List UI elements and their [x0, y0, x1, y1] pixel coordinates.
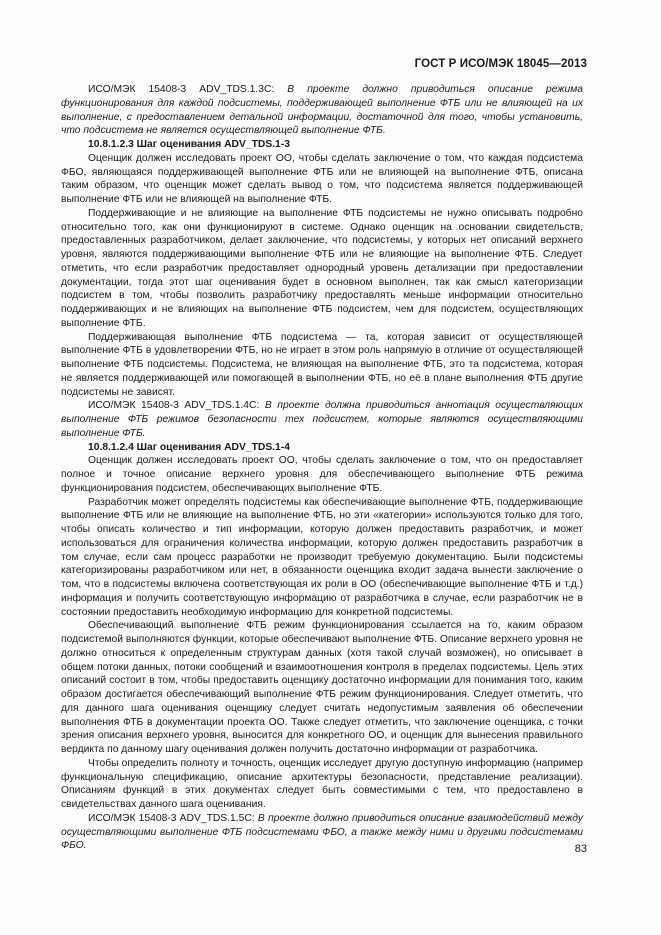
body-paragraph: Чтобы определить полноту и точность, оценщик исследует другую доступную информацию (например функциональную спецификацию, описание архитектуры безопасности, представление реализации). Описаниям функций в этих документах следует быть совместимыми с тем, что предоставлено в свидетельствах данного шага оценивания. — [61, 757, 583, 810]
body-paragraph: Разработчик может определять подсистемы как обеспечивающие выполнение ФТБ, поддерживающие выполнение ФТБ или не влияющие на выполнение ФТБ, но эти «категории» используются только для того, чтобы описать количество и тип информации, которую должен предоставить разработчик, и может использоваться для ограничения количества информации, которую должен предоставить разработчик в том случае, если сам процесс разработки не производит требуемую документацию. Были подсистемы категоризированы разработчиком или нет, в обязанности оценщика входит задача вынести заключение о том, что в подсистемы включена соответствующая их роли в ОО (обеспечивающие выполнение ФТБ и т.д.) информация и получить соответствующую информацию от разработчика в случае, если разработчик не в состоянии предоставить необходимую информацию для конкретной подсистемы. — [61, 496, 583, 618]
body-paragraph: Оценщик должен исследовать проект ОО, чтобы сделать заключение о том, что каждая подсистема ФБО, являющаяся поддерживающей выполнение ФТБ или не влияющей на выполнение ФТБ, описана таким образом, что оценщик может сделать вывод о том, что подсистема является поддерживающей выполнение ФТБ или не влияющей на выполнение ФТБ. — [61, 152, 583, 205]
body-paragraph: Поддерживающие и не влияющие на выполнение ФТБ подсистемы не нужно описывать подробно относительно того, как они функционируют в системе. Однако оценщик на основании свидетельств, предоставленных разработчиком, делает заключение, что подсистемы, у которых нет описаний верхнего уровня, являются поддерживающими выполнение ФТБ или не влияющие на выполнение ФТБ. Следует отметить, что если разработчик предоставляет однородный уровень детализации при предоставлении документации, тогда этот шаг оценивания будет в основном выполнен, так как смысл категоризации подсистем в том, чтобы позволить разработчику предоставлять меньше информации относительно поддерживающих и не влияющих на выполнение ФТБ подсистем, чем для подсистем, осуществляющих выполнение ФТБ. — [61, 207, 583, 329]
requirement-ref: ИСО/МЭК 15408-3 ADV_TDS.1.3С: — [88, 84, 288, 95]
body-paragraph: Поддерживающая выполнение ФТБ подсистема — та, которая зависит от осуществляющей выполнение ФТБ в удовлетворении ФТБ, но не играет в этом роль напрямую в отличие от осуществляющей выполнение ФТБ подсистемы. Подсистема, не влияющая на выполнение ФТБ, это та подсистема, которая не является поддерживающей или помогающей в выполнении ФТБ, но её в плане выполнения ФТБ другие подсистемы не зависят. — [61, 331, 583, 398]
body-paragraph: Обеспечивающий выполнение ФТБ режим функционирования ссылается на то, каким образом подсистемой выполняются функции, которые обеспечивают выполнение ФТБ. Описание верхнего уровня не должно относиться к определенным структурам данных (хотя такой случай возможен), но описывает в общем потоки данных, потоки сообщений и взаимоотношения контроля в пределах подсистемы. Цель этих описаний состоит в том, чтобы предоставить оценщику достаточно информации для понимания того, каким образом достигается обеспечивающий выполнение ФТБ режим функционирования. Следует отметить, что для данного шага оценивания оценщику следует считать недопустимым заявления об обеспечении выполнения ФТБ в документации проекта ОО. Также следует отметить, что заключение оценщика, с точки зрения описания верхнего уровня, выносится для конкретного ОО, и оценщик для вынесения правильного вердикта по данному шагу оценивания должен получить достаточно информации от разработчика. — [61, 620, 583, 755]
standard-header: ГОСТ Р ИСО/МЭК 18045—2013 — [414, 58, 587, 70]
requirement-paragraph — [61, 812, 583, 853]
requirement-paragraph — [61, 399, 583, 440]
document-body — [61, 83, 583, 853]
page-number: 83 — [574, 843, 587, 855]
requirement-paragraph — [61, 83, 583, 138]
section-heading: 10.8.1.2.3 Шаг оценивания ADV_TDS.1-3 — [88, 139, 290, 150]
requirement-text: В проекте должно приводиться описание взаимодействий между осуществляющими выполнение ФТБ подсистемами ФБО, а также между ними и другими подсистемами ФБО. — [61, 812, 584, 852]
body-paragraph: Оценщик должен исследовать проект ОО, чтобы сделать заключение о том, что он предоставляет полное и точное описание верхнего уровня для обеспечивающего выполнение ФТБ режима функционирования подсистем, обеспечивающих выполнение ФТБ. — [61, 455, 583, 494]
section-heading: 10.8.1.2.4 Шаг оценивания ADV_TDS.1-4 — [88, 441, 290, 453]
requirement-ref: ИСО/МЭК 15408-3 ADV_TDS.1.5С: — [88, 812, 258, 824]
requirement-text: В проекте должно приводиться описание режима функционирования для каждой подсистемы, поддерживающей выполнение ФТБ или не влияющей на их выполнение, с предоставлением детальной информации, достаточной для того, чтобы установить, что подсистема не является осуществляющей выполнение ФТБ. — [61, 84, 583, 137]
requirement-text: В проекте должна приводиться аннотация осуществляющих выполнение ФТБ режимов безопасности тех подсистем, которые являются осуществляющими выполнение ФТБ. — [61, 400, 583, 439]
requirement-ref: ИСО/МЭК 15408-3 ADV_TDS.1.4С: — [88, 400, 265, 412]
